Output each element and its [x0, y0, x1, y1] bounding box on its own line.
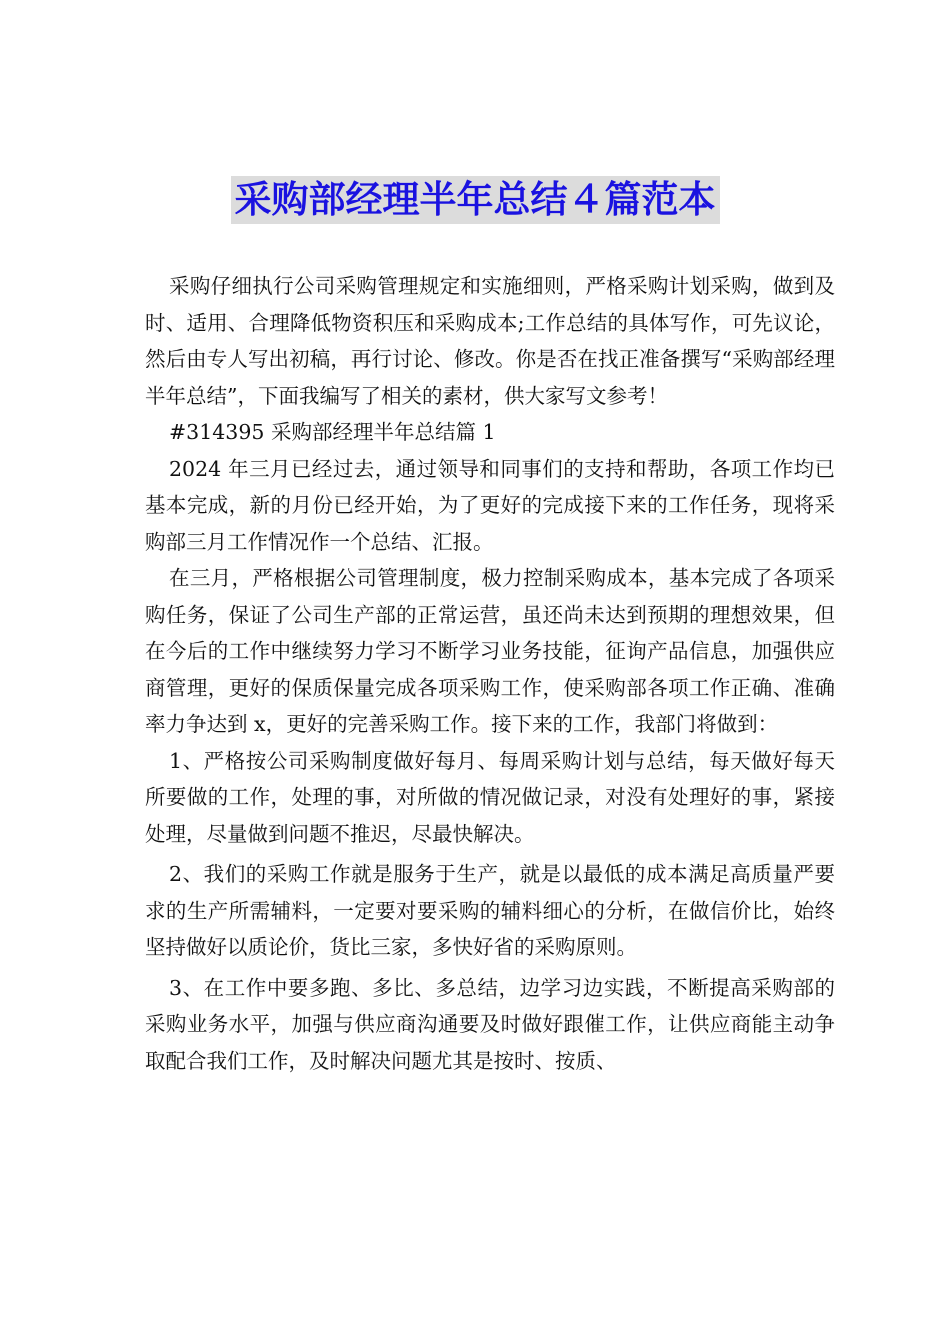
- document-title: 采购部经理半年总结４篇范本: [231, 176, 720, 224]
- intro-paragraph: 采购仔细执行公司采购管理规定和实施细则，严格采购计划采购，做到及时、适用、合理降低物资积压和采购成本;工作总结的具体写作，可先议论，然后由专人写出初稿，再行讨论、修改。你是否在找正准备撰写“采购部经理半年总结”，下面我编写了相关的素材，供大家写文参考！: [145, 274, 835, 408]
- body-paragraph: 在三月，严格根据公司管理制度，极力控制采购成本，基本完成了各项采购任务，保证了公司生产部的正常运营，虽还尚未达到预期的理想效果，但在今后的工作中继续努力学习不断学习业务技能，征询产品信息，加强供应商管理，更好的保质保量完成各项采购工作，使采购部各项工作正确、准确率力争达到 x，更好的完善采购工作。接下来的工作，我部门将做到：: [145, 566, 835, 736]
- list-item: 2、我们的采购工作就是服务于生产，就是以最低的成本满足高质量严要求的生产所需辅料，一定要对要采购的辅料细心的分析，在做信价比，始终坚持做好以质论价，货比三家，多快好省的采购原则。: [145, 862, 835, 959]
- section-heading: #314395 采购部经理半年总结篇 1: [169, 420, 496, 444]
- document-body: [145, 268, 835, 1083]
- body-paragraph: 2024 年三月已经过去，通过领导和同事们的支持和帮助，各项工作均已基本完成，新的月份已经开始，为了更好的完成接下来的工作任务，现将采购部三月工作情况作一个总结、汇报。: [145, 456, 835, 554]
- list-item: 1、严格按公司采购制度做好每月、每周采购计划与总结，每天做好每天所要做的工作，处理的事，对所做的情况做记录，对没有处理好的事，紧接处理，尽量做到问题不推迟，尽最快解决。: [145, 748, 835, 846]
- title-container: [0, 176, 950, 224]
- list-item: 3、在工作中要多跑、多比、多总结，边学习边实践，不断提高采购部的采购业务水平，加强与供应商沟通要及时做好跟催工作，让供应商能主动争取配合我们工作，及时解决问题尤其是按时、按质、: [145, 975, 835, 1073]
